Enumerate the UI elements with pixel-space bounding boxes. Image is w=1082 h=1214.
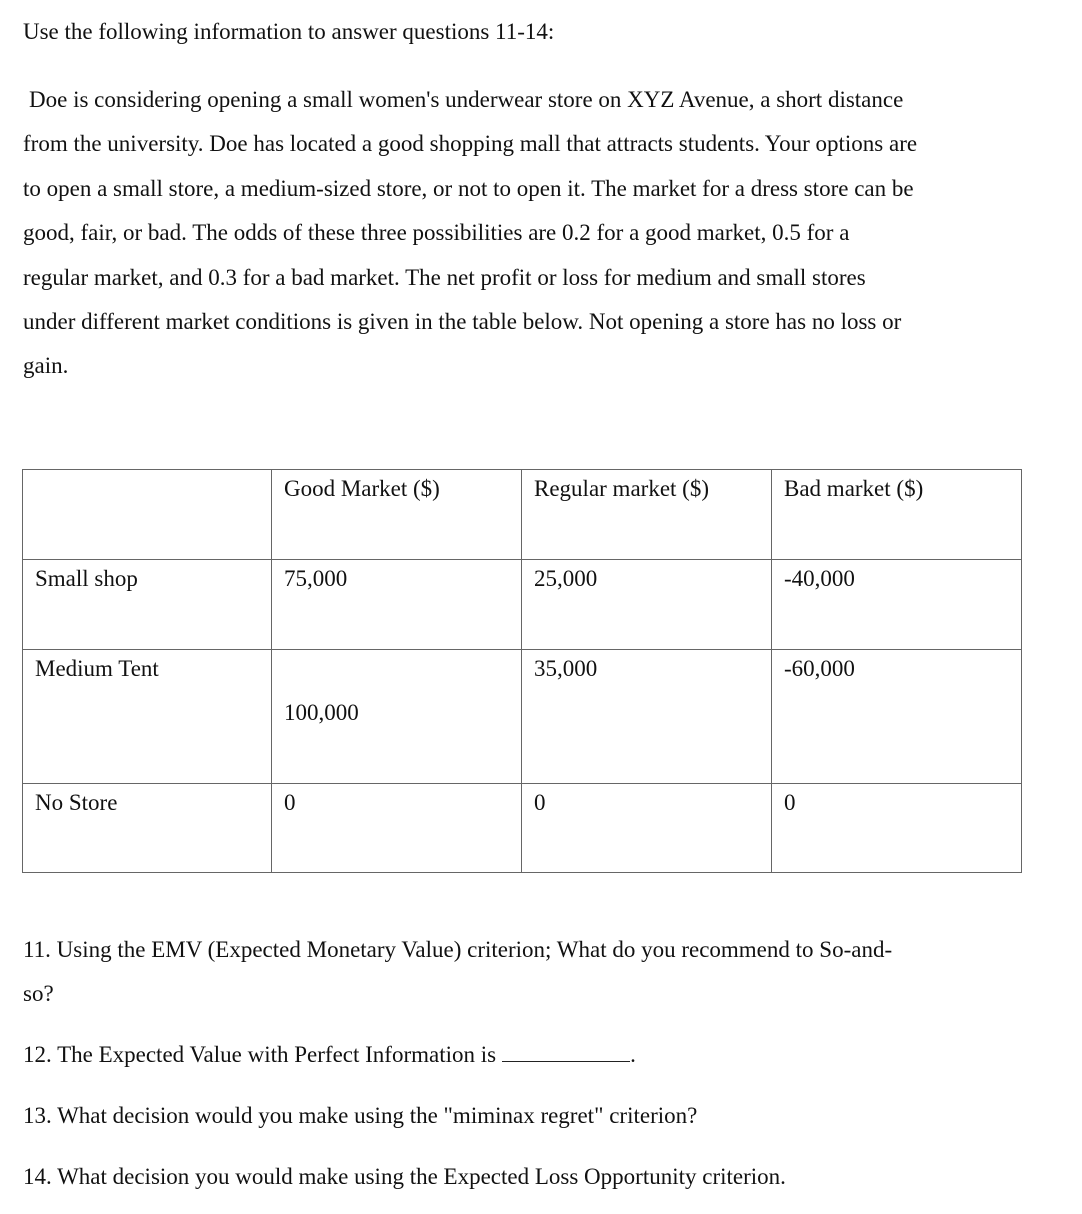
header-good-market: Good Market ($) bbox=[272, 470, 522, 560]
question-12-period: . bbox=[630, 1042, 636, 1067]
table-row-medium-tent bbox=[23, 650, 1022, 784]
cell-regular: 35,000 bbox=[522, 650, 772, 784]
row-label: Small shop bbox=[23, 560, 272, 650]
answer-blank[interactable] bbox=[502, 1041, 630, 1062]
header-regular-market: Regular market ($) bbox=[522, 470, 772, 560]
problem-paragraph bbox=[23, 78, 1033, 389]
cell-good: 0 bbox=[272, 784, 522, 873]
question-11 bbox=[23, 928, 1033, 1017]
row-label: Medium Tent bbox=[23, 650, 272, 784]
header-cell-empty bbox=[23, 470, 272, 560]
paragraph-line: gain. bbox=[23, 353, 69, 379]
paragraph-line: Doe is considering opening a small women's underwear store on XYZ Avenue, a short distance bbox=[29, 87, 904, 112]
table-header-row bbox=[23, 470, 1022, 560]
paragraph-line: regular market, and 0.3 for a bad market. The net profit or loss for medium and small stores bbox=[23, 264, 866, 290]
table-row-small-shop bbox=[23, 560, 1022, 650]
paragraph-line: under different market conditions is given in the table below. Not opening a store has no loss or bbox=[23, 309, 902, 335]
cell-good-value: 100,000 bbox=[284, 700, 359, 725]
question-14: 14. What decision you would make using the Expected Loss Opportunity criterion. bbox=[23, 1164, 786, 1189]
intro-text: Use the following information to answer questions 11-14: bbox=[23, 19, 555, 44]
question-11-line: so? bbox=[23, 981, 54, 1007]
question-12-text: 12. The Expected Value with Perfect Information is bbox=[23, 1042, 497, 1067]
cell-good bbox=[272, 650, 522, 784]
paragraph-line: good, fair, or bad. The odds of these three possibilities are 0.2 for a good market, 0.5 for a bbox=[23, 220, 850, 246]
cell-regular: 0 bbox=[522, 784, 772, 873]
paragraph-line: from the university. Doe has located a good shopping mall that attracts students. Your options are bbox=[23, 131, 918, 157]
question-12 bbox=[23, 1033, 636, 1077]
table-row-no-store bbox=[23, 784, 1022, 873]
cell-bad: -60,000 bbox=[772, 650, 1022, 784]
payoff-table bbox=[22, 469, 1022, 873]
cell-good: 75,000 bbox=[272, 560, 522, 650]
header-bad-market: Bad market ($) bbox=[772, 470, 1022, 560]
paragraph-line: to open a small store, a medium-sized store, or not to open it. The market for a dress store can be bbox=[23, 175, 914, 201]
question-11-line: 11. Using the EMV (Expected Monetary Value) criterion; What do you recommend to So-and- bbox=[23, 937, 893, 962]
row-label: No Store bbox=[23, 784, 272, 873]
question-13: 13. What decision would you make using the "miminax regret" criterion? bbox=[23, 1103, 698, 1128]
cell-regular: 25,000 bbox=[522, 560, 772, 650]
cell-bad: -40,000 bbox=[772, 560, 1022, 650]
cell-bad: 0 bbox=[772, 784, 1022, 873]
